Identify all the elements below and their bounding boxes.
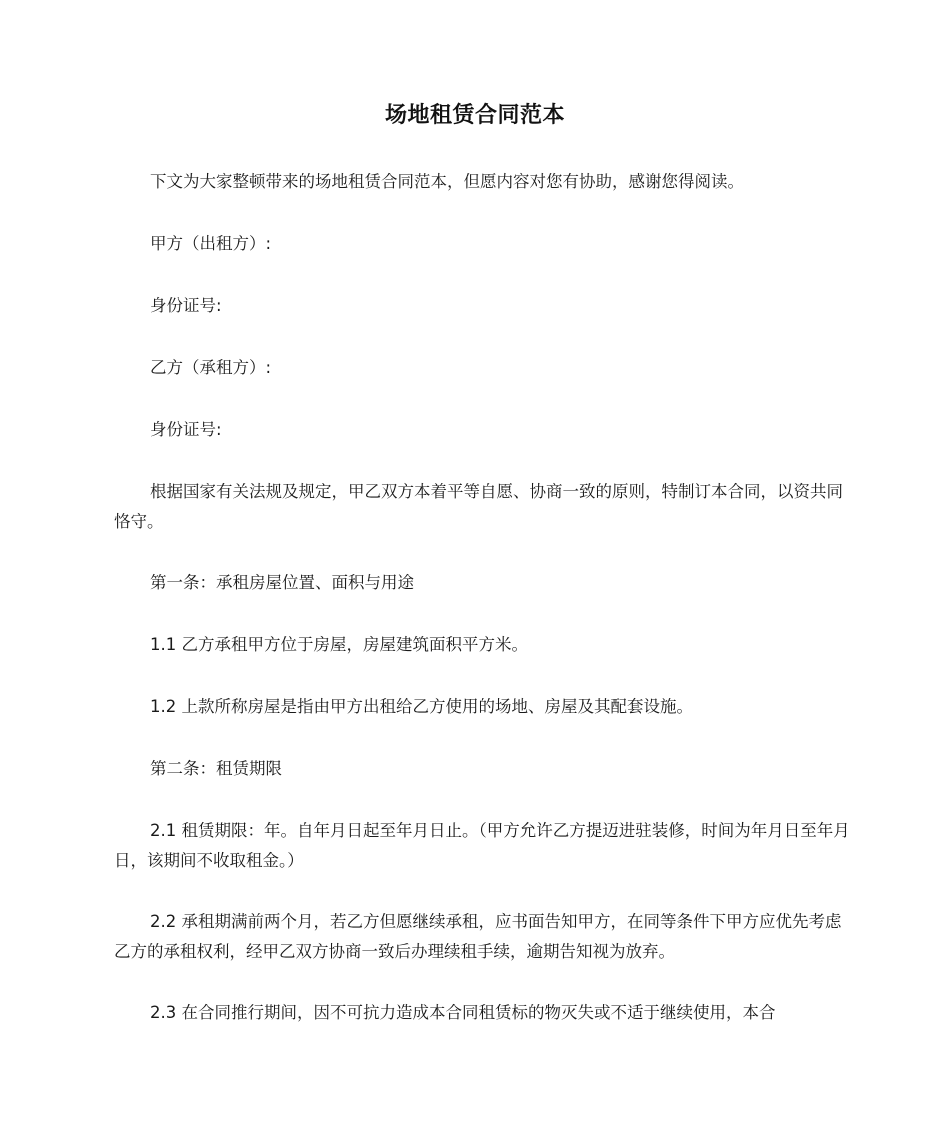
clause-2-3: 2.3 在合同推行期间，因不可抗力造成本合同租赁标的物灭失或不适于继续使用，本合 bbox=[150, 1003, 776, 1022]
intro-paragraph: 下文为大家整顿带来的场地租赁合同范本，但愿内容对您有协助，感谢您得阅读。 bbox=[150, 172, 744, 191]
document-title: 场地租赁合同范本 bbox=[384, 103, 565, 128]
clause-1-1: 1.1 乙方承租甲方位于房屋，房屋建筑面积平方米。 bbox=[150, 635, 528, 654]
party-b-id-label: 身份证号: bbox=[150, 420, 222, 439]
article-1-heading: 第一条：承租房屋位置、面积与用途 bbox=[150, 573, 414, 592]
clause-1-2: 1.2 上款所称房屋是指由甲方出租给乙方使用的场地、房屋及其配套设施。 bbox=[150, 697, 693, 716]
clause-2-1: 2.1 租赁期限：年。自年月日起至年月日止。（甲方允许乙方提迈进驻装修，时间为年月日至年月日，该期间不收取租金。） bbox=[114, 821, 850, 870]
party-a-id-label: 身份证号: bbox=[150, 296, 222, 315]
party-b-label: 乙方（承租方）: bbox=[150, 358, 272, 377]
clause-2-2: 2.2 承租期满前两个月，若乙方但愿继续承租，应书面告知甲方，在同等条件下甲方应优先考虑乙方的承租权利，经甲乙双方协商一致后办理续租手续，逾期告知视为放弃。 bbox=[114, 912, 842, 961]
article-2-heading: 第二条：租赁期限 bbox=[150, 759, 282, 778]
party-a-label: 甲方（出租方）: bbox=[150, 234, 272, 253]
preamble-paragraph: 根据国家有关法规及规定，甲乙双方本着平等自愿、协商一致的原则，特制订本合同，以资共同恪守。 bbox=[114, 482, 843, 531]
